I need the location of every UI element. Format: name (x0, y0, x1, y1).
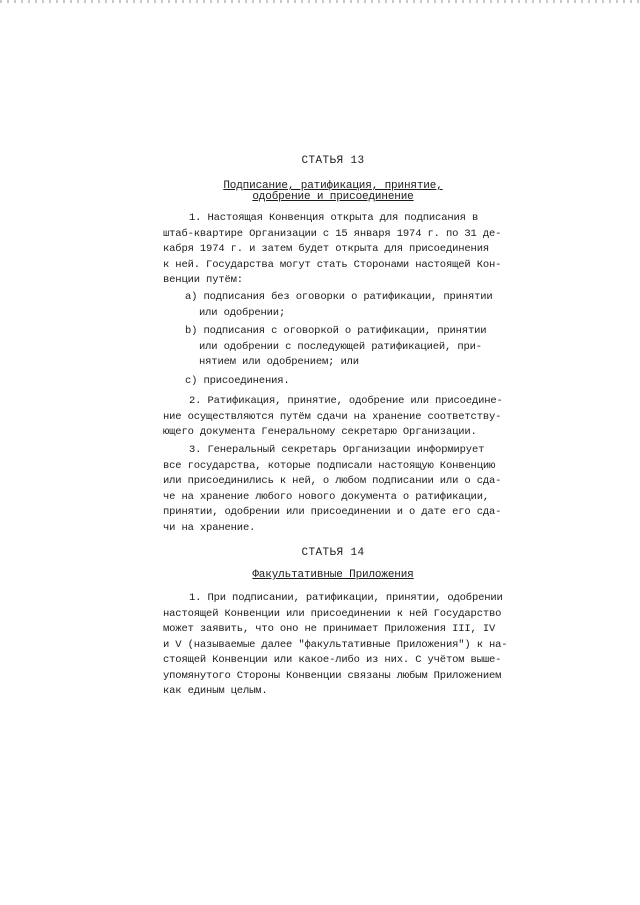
text-line: 2. Ратификация, принятие, одобрение или присоедине- (189, 395, 503, 407)
text-line: ющего документа Генеральному секретарю Организации. (163, 426, 477, 438)
article-14-title: СТАТЬЯ 14 (301, 547, 365, 559)
article-13-item-c (185, 374, 503, 390)
text-line: a) подписания без оговорки о ратификации, принятии (185, 291, 493, 303)
article-13-subtitle-line-1: Подписание, ратификация, принятие, (223, 180, 443, 192)
article-14-paragraph-1 (163, 591, 508, 700)
article-13-item-a (185, 290, 503, 321)
text-line: все государства, которые подписали настоящую Конвенцию (163, 459, 496, 472)
article-14-subtitle: Факультативные Приложения (252, 569, 414, 581)
text-line: настоящей Конвенции или присоединении к ней Государство (163, 607, 502, 620)
text-line: стоящей Конвенции или какое-либо из них. С учётом выше- (163, 654, 502, 666)
text-line: венции путём: (163, 274, 243, 286)
text-line: ние осуществляются путём сдачи на хранение соответству- (163, 410, 502, 423)
text-line: че на хранение любого нового документа о ратификации, (163, 490, 490, 503)
text-line: c) присоединения. (185, 375, 290, 387)
text-line: или одобрении с последующей ратификацией, при- (199, 340, 482, 353)
article-13-subtitle-line-2: одобрение и присоединение (252, 191, 414, 203)
article-13-item-b (185, 324, 503, 371)
text-line: как единым целым. (163, 685, 268, 697)
text-line: может заявить, что оно не принимает Приложения III, IV (163, 623, 496, 635)
text-line: чи на хранение. (163, 521, 256, 534)
text-line: 1. При подписании, ратификации, принятии, одобрении (189, 592, 503, 604)
text-line: принятии, одобрении или присоединении и о дате его сда- (163, 506, 502, 518)
text-line: 1. Настоящая Конвенция открыта для подписания в (189, 212, 479, 224)
text-line: и V (называемые далее "факультативные Приложения") к на- (163, 638, 508, 651)
scan-edge-line (0, 0, 640, 3)
text-line: кабря 1974 г. и затем будет открыта для присоединения (163, 243, 490, 255)
text-line: или присоединились к ней, о любом подписании или о сда- (163, 475, 502, 487)
text-line: упомянутого Стороны Конвенции связаны любым Приложением (163, 669, 502, 682)
article-13-paragraph-2 (163, 394, 503, 441)
text-line: штаб-квартире Организации с 15 января 1974 г. по 31 де- (163, 227, 502, 240)
text-line: или одобрении; (199, 306, 286, 319)
article-13-title: СТАТЬЯ 13 (301, 155, 365, 167)
text-line: к ней. Государства могут стать Сторонами настоящей Кон- (163, 258, 502, 271)
text-line: нятием или одобрением; или (199, 356, 359, 368)
text-line: 3. Генеральный секретарь Организации информирует (189, 444, 485, 456)
article-13-paragraph-1 (163, 211, 503, 289)
article-13-paragraph-3 (163, 443, 503, 536)
text-line: b) подписания с оговоркой о ратификации, принятии (185, 325, 487, 337)
